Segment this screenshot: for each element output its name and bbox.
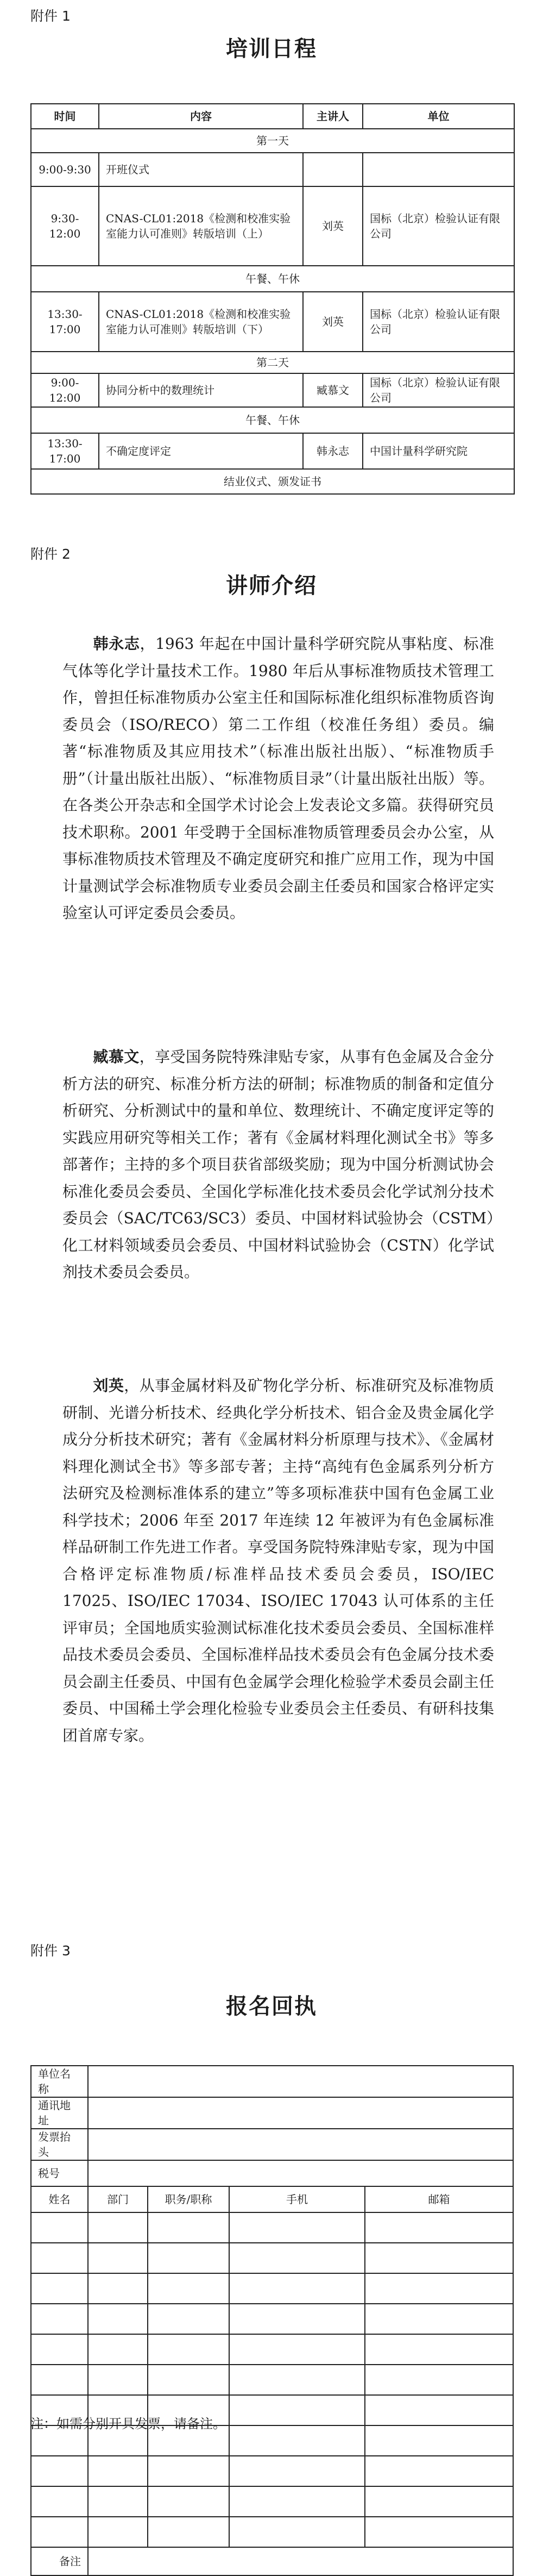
cell-input[interactable] [148,2212,229,2243]
field-label: 单位名称 [31,2066,88,2097]
attendee-row [31,2273,513,2304]
lecturer-bio-liu [62,1372,494,1749]
lecturer-name: 臧慕文 [93,1048,140,1066]
cell-input[interactable] [31,2486,88,2517]
row-unit [363,153,514,186]
row-content: 协同分析中的数理统计 [99,373,303,407]
cell-input[interactable] [88,2517,148,2547]
remark-row [31,2547,513,2575]
cell-input[interactable] [88,2486,148,2517]
attachment-2-label: 附件 2 [30,546,71,562]
cell-input[interactable] [88,2304,148,2334]
header-content: 内容 [99,104,303,129]
attachment-3-label: 附件 3 [30,1943,71,1959]
cell-input[interactable] [365,2273,513,2304]
lecturer-text: ，享受国务院特殊津贴专家，从事有色金属及合金分析方法的研究、标准分析方法的研制；标准物质的制备和定值分析研究、分析测试中的量和单位、数理统计、不确定度评定等的实践应用研究等相关工作；著有《金属材料理化测试全书》等多部著作；主持的多个项目获省部级奖励；现为中国分析测试协会标准化委员会委员、全国化学标准化技术委员会化学试剂分技术委员会（SAC/TC63/SC3）委员、中国材料试验协会（CSTM）化工材料领域委员会委员、中国材料试验协会（CSTN）化学试剂技术委员会委员。 [62,1048,494,1281]
lunch-row: 午餐、午休 [31,407,514,433]
row-speaker: 刘英 [303,186,363,266]
cell-input[interactable] [229,2486,365,2517]
table-row [31,292,514,352]
lecturer-text: ，1963 年起在中国计量科学研究院从事粘度、标准气体等化学计量技术工作。1980 年后从事标准物质技术管理工作，曾担任标准物质办公室主任和国际标准化组织标准物质咨询委员会（ISO/RECO）第二工作组（校准任务组）委员。编著“标准物质及其应用技术”（标准出版社出版）、“标准物质手册”（计量出版社出版）、“标准物质目录”（计量出版社出版）等。在各类公开杂志和全国学术讨论会上发表论文多篇。获得研究员技术职称。2001 年受聘于全国标准物质管理委员会办公室，从事标准物质技术管理及不确定度研究和推广应用工作，现为中国计量测试学会标准物质专业委员会副主任委员和国家合格评定实验室认可评定委员会委员。 [62,635,494,922]
cell-input[interactable] [88,2456,148,2486]
header-time: 时间 [31,104,99,129]
cell-input[interactable] [148,2243,229,2273]
attendee-header-row [31,2186,513,2212]
row-unit: 中国计量科学研究院 [363,433,514,469]
form-row [31,2129,513,2160]
row-unit: 国标（北京）检验认证有限公司 [363,186,514,266]
cell-input[interactable] [31,2243,88,2273]
unit-name-input[interactable] [88,2066,513,2097]
registration-note: 注：如需分别开具发票，请备注。 [30,2416,226,2431]
cell-input[interactable] [88,2212,148,2243]
schedule-table [30,103,515,495]
row-time: 9:00-9:30 [31,153,99,186]
cell-input[interactable] [365,2517,513,2547]
row-time: 13:30-17:00 [31,292,99,352]
form-row [31,2160,513,2186]
lecturers-title: 讲师介绍 [226,573,317,598]
lecturer-name: 韩永志 [93,635,140,653]
attendee-row [31,2456,513,2486]
cell-input[interactable] [229,2425,365,2456]
closing-row: 结业仪式、颁发证书 [31,469,514,494]
attendee-row [31,2304,513,2334]
attendee-row [31,2212,513,2243]
col-title: 职务/职称 [148,2186,229,2212]
cell-input[interactable] [88,2334,148,2365]
cell-input[interactable] [148,2365,229,2395]
attendee-row [31,2517,513,2547]
remark-input[interactable] [88,2547,513,2575]
col-email: 邮箱 [365,2186,513,2212]
header-speaker: 主讲人 [303,104,363,129]
lecturer-name: 刘英 [93,1377,124,1395]
cell-input[interactable] [31,2273,88,2304]
row-content: 开班仪式 [99,153,303,186]
cell-input[interactable] [88,2365,148,2395]
cell-input[interactable] [31,2334,88,2365]
cell-input[interactable] [31,2212,88,2243]
col-dept: 部门 [88,2186,148,2212]
cell-input[interactable] [365,2425,513,2456]
attendee-row [31,2365,513,2395]
day-one-label: 第一天 [31,129,514,153]
cell-input[interactable] [229,2212,365,2243]
cell-input[interactable] [88,2273,148,2304]
cell-input[interactable] [365,2456,513,2486]
attendee-row [31,2243,513,2273]
cell-input[interactable] [229,2334,365,2365]
cell-input[interactable] [365,2212,513,2243]
form-row [31,2066,513,2097]
cell-input[interactable] [31,2517,88,2547]
cell-input[interactable] [148,2517,229,2547]
cell-input[interactable] [148,2334,229,2365]
table-row [31,373,514,407]
field-label: 发票抬头 [31,2129,88,2160]
cell-input[interactable] [229,2365,365,2395]
field-label: 通讯地址 [31,2097,88,2129]
row-time: 13:30-17:00 [31,433,99,469]
cell-input[interactable] [365,2395,513,2425]
attachment-1-label: 附件 1 [30,8,71,24]
row-time: 9:00-12:00 [31,373,99,407]
table-row [31,433,514,469]
lecturer-text: ，从事金属材料及矿物化学分析、标准研究及标准物质研制、光谱分析技术、经典化学分析技术、铝合金及贵金属化学成分分析技术研究；著有《金属材料分析原理与技术》、《金属材料理化测试全书》等多部专著；主持“高纯有色金属系列分析方法研究及检测标准体系的建立”等多项标准获中国有色金属工业科学技术；2006 年至 2017 年连续 12 年被评为有色金属标准样品研制工作先进工作者。享受国务院特殊津贴专家，现为中国合格评定标准物质/标准样品技术委员会委员，ISO/IEC 17025、ISO/IEC 17034、ISO/IEC 17043 认可体系的主任评审员；全国地质实验测试标准化技术委员会委员、全国标准样品技术委员会委员、全国标准样品技术委员会有色金属分技术委员会副主任委员、中国有色金属学会理化检验学术委员会副主任委员、中国稀土学会理化检验专业委员会主任委员、有研科技集团首席专家。 [62,1377,494,1745]
cell-input[interactable] [365,2334,513,2365]
cell-input[interactable] [229,2243,365,2273]
cell-input[interactable] [148,2456,229,2486]
cell-input[interactable] [148,2273,229,2304]
row-speaker: 臧慕文 [303,373,363,407]
cell-input[interactable] [148,2304,229,2334]
lunch-row: 午餐、午休 [31,266,514,292]
day-two-label: 第二天 [31,352,514,373]
cell-input[interactable] [229,2517,365,2547]
row-unit: 国标（北京）检验认证有限公司 [363,373,514,407]
schedule-header-row [31,104,514,129]
address-input[interactable] [88,2097,513,2129]
cell-input[interactable] [365,2304,513,2334]
cell-input[interactable] [31,2304,88,2334]
registration-form [30,2065,514,2576]
cell-input[interactable] [31,2456,88,2486]
lecturer-bio-zang [62,1043,494,1286]
cell-input[interactable] [31,2365,88,2395]
row-speaker [303,153,363,186]
cell-input[interactable] [88,2243,148,2273]
table-row [31,186,514,266]
cell-input[interactable] [229,2304,365,2334]
tax-id-input[interactable] [88,2160,513,2186]
row-content: 不确定度评定 [99,433,303,469]
cell-input[interactable] [229,2456,365,2486]
cell-input[interactable] [229,2273,365,2304]
row-time: 9:30-12:00 [31,186,99,266]
schedule-title: 培训日程 [226,36,317,61]
col-name: 姓名 [31,2186,88,2212]
row-speaker: 刘英 [303,292,363,352]
row-speaker: 韩永志 [303,433,363,469]
form-row [31,2097,513,2129]
attendee-row [31,2334,513,2365]
col-phone: 手机 [229,2186,365,2212]
row-content: CNAS-CL01:2018《检测和校准实验室能力认可准则》转版培训（上） [99,186,303,266]
attendee-row [31,2486,513,2517]
registration-title: 报名回执 [226,1994,317,2019]
table-row [31,153,514,186]
field-label: 税号 [31,2160,88,2186]
cell-input[interactable] [229,2395,365,2425]
cell-input[interactable] [148,2486,229,2517]
cell-input[interactable] [365,2243,513,2273]
row-content: CNAS-CL01:2018《检测和校准实验室能力认可准则》转版培训（下） [99,292,303,352]
cell-input[interactable] [365,2365,513,2395]
lecturer-bio-han [62,630,494,927]
header-unit: 单位 [363,104,514,129]
invoice-title-input[interactable] [88,2129,513,2160]
cell-input[interactable] [365,2486,513,2517]
row-unit: 国标（北京）检验认证有限公司 [363,292,514,352]
remark-label: 备注 [31,2547,88,2575]
